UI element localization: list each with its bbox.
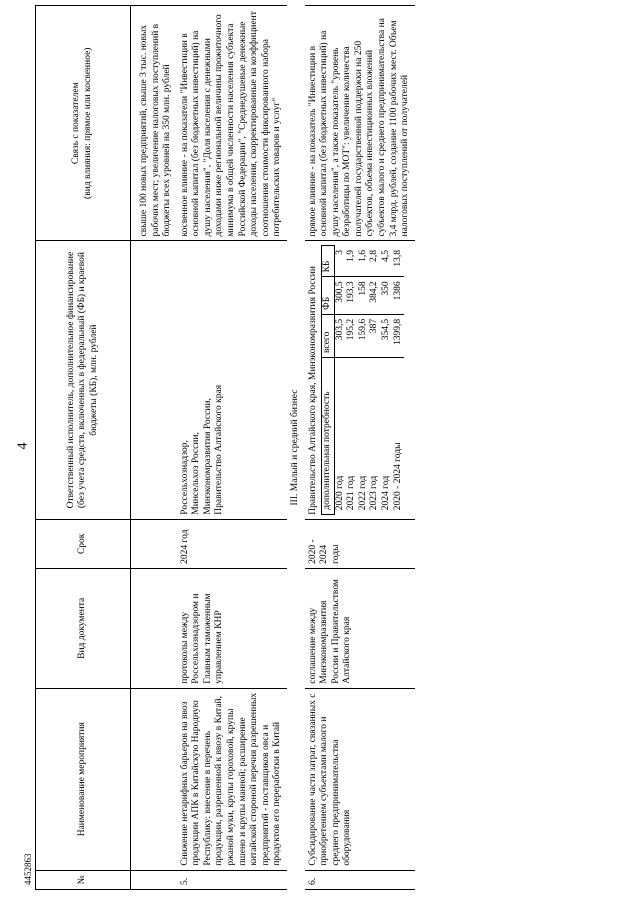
header-term: Срок [36, 519, 131, 568]
row5-link: косвенное влияние - на показатели "Инвестиции в основной капитал (без бюджетных инвестиций) на душу населения", "Доля населения с денежными доходами ниже региональной величины прожиточного минимума в общей численности населения субъекта Российской Федерации", "Среднедушевые денежные доходы населения, скорректированные на коэффициент соотношения стоимости фиксированного набора потребительских товаров и услуг" [177, 6, 287, 241]
header-link: Связь с показателем (вид влияния: прямое или косвенное) [36, 6, 131, 241]
fin-year: 2023 год [369, 475, 380, 511]
row6-name: Субсидирование части затрат, связанных с приобретением субъектами малого и среднего предпринимательства оборудования [305, 688, 415, 870]
section-row [287, 6, 305, 890]
fin-total: 303,5 [334, 314, 346, 357]
fin-kb: 1,9 [346, 246, 358, 277]
financing-row [334, 246, 346, 514]
fin-total: 1399,8 [393, 314, 405, 357]
header-exec: Ответственный исполнитель, дополнительное финансирование (без учета средств, включенных в федеральный (ФБ) и краевой бюджеты (КБ), млн. рублей [36, 241, 131, 519]
fin-year: 2021 год [346, 475, 357, 511]
table-row-6 [305, 6, 415, 890]
fin-head-fb: ФБ [322, 277, 335, 314]
document-id: 4452863 [23, 853, 33, 885]
fin-year: 2020 - 2024 годы [392, 442, 403, 511]
row6-num: 6. [305, 870, 415, 889]
row5-term: 2024 год [177, 519, 287, 568]
fin-fb: 1386 [393, 277, 405, 314]
fin-kb: 2,8 [369, 246, 381, 277]
fin-fb: 158 [358, 277, 370, 314]
fin-fb: 193,3 [346, 277, 358, 314]
fin-kb: 1,6 [358, 246, 370, 277]
table-row-5 [177, 6, 287, 890]
section-title: III. Малый и средний бизнес [289, 389, 300, 506]
fin-year: 2022 год [357, 475, 368, 511]
header-num: № [36, 870, 131, 889]
header-doc: Вид документа [36, 568, 131, 688]
row6-term: 2020 - 2024 годы [305, 519, 415, 568]
header-name: Наименование мероприятия [36, 688, 131, 870]
fin-total: 354,5 [381, 314, 393, 357]
fin-fb: 384,2 [369, 277, 381, 314]
fin-total: 195,2 [346, 314, 358, 357]
financing-row [369, 246, 381, 514]
rotated-page-content [35, 5, 635, 890]
row5-doc: протоколы между Россельхознадзором и Главным таможенным управлением КНР [177, 568, 287, 688]
fin-total: 387 [369, 314, 381, 357]
financing-table [321, 245, 404, 514]
row6-exec-cell [305, 241, 415, 519]
fin-kb: 4,5 [381, 246, 393, 277]
fin-head-kb: КБ [322, 246, 335, 277]
fin-year: 2024 год [380, 475, 391, 511]
row6-link: прямое влияние - на показатель "Инвестиции в основной капитал (без бюджетных инвестиций) на душу населения", а также показатель "уровень безработицы по МОТ": увеличение количества получателей государственной поддержки на 250 субъектов, объема инвестиционных вложений субъектов малого и среднего предпринимательства на 3,4 млрд. рублей, создание 1100 рабочих мест. Объем налоговых поступлений от получателей [305, 6, 415, 241]
financing-row [393, 246, 405, 514]
table-row-continuation [131, 6, 177, 890]
fin-fb: 350 [381, 277, 393, 314]
fin-kb: 3 [334, 246, 346, 277]
fin-head-need: дополнительная потребность [322, 358, 335, 515]
fin-head-total: всего [322, 314, 335, 357]
row6-exec: Правительство Алтайского края, Минэкономразвития России [307, 266, 318, 515]
financing-row [346, 246, 358, 514]
continuation-link-text: свыше 100 новых предприятий, свыше 3 тыс. новых рабочих мест; увеличение налоговых поступлений в бюджеты всех уровней на 350 млн. рублей [131, 6, 177, 241]
measures-table [35, 5, 415, 890]
row5-exec: Россельхознадзор, Минсельхоз России, Минэкономразвития России, Правительство Алтайского края [177, 241, 287, 519]
row5-name: Снижение нетарифных барьеров на ввоз продукции АПК в Китайскую Народную Республику: внесение в перечень продукции, разрешенной к ввозу в Китай, ржаной муки, крупы гороховой, крупы пшено и крупы манной; расширение китайской стороной перечня разрешенных предприятий - поставщиков овса и продуктов его переработки в Китай [177, 688, 287, 870]
financing-row [358, 246, 370, 514]
page-number: 4 [15, 442, 31, 450]
row5-num: 5. [177, 870, 287, 889]
financing-row [381, 246, 393, 514]
fin-kb: 13,8 [393, 246, 405, 277]
table-header-row [36, 6, 131, 890]
fin-fb: 300,5 [334, 277, 346, 314]
financing-header [322, 246, 335, 514]
fin-total: 159,6 [358, 314, 370, 357]
fin-year: 2020 год [334, 475, 345, 511]
row6-doc: соглашение между Минэкономразвития России и Правительством Алтайского края [305, 568, 415, 688]
